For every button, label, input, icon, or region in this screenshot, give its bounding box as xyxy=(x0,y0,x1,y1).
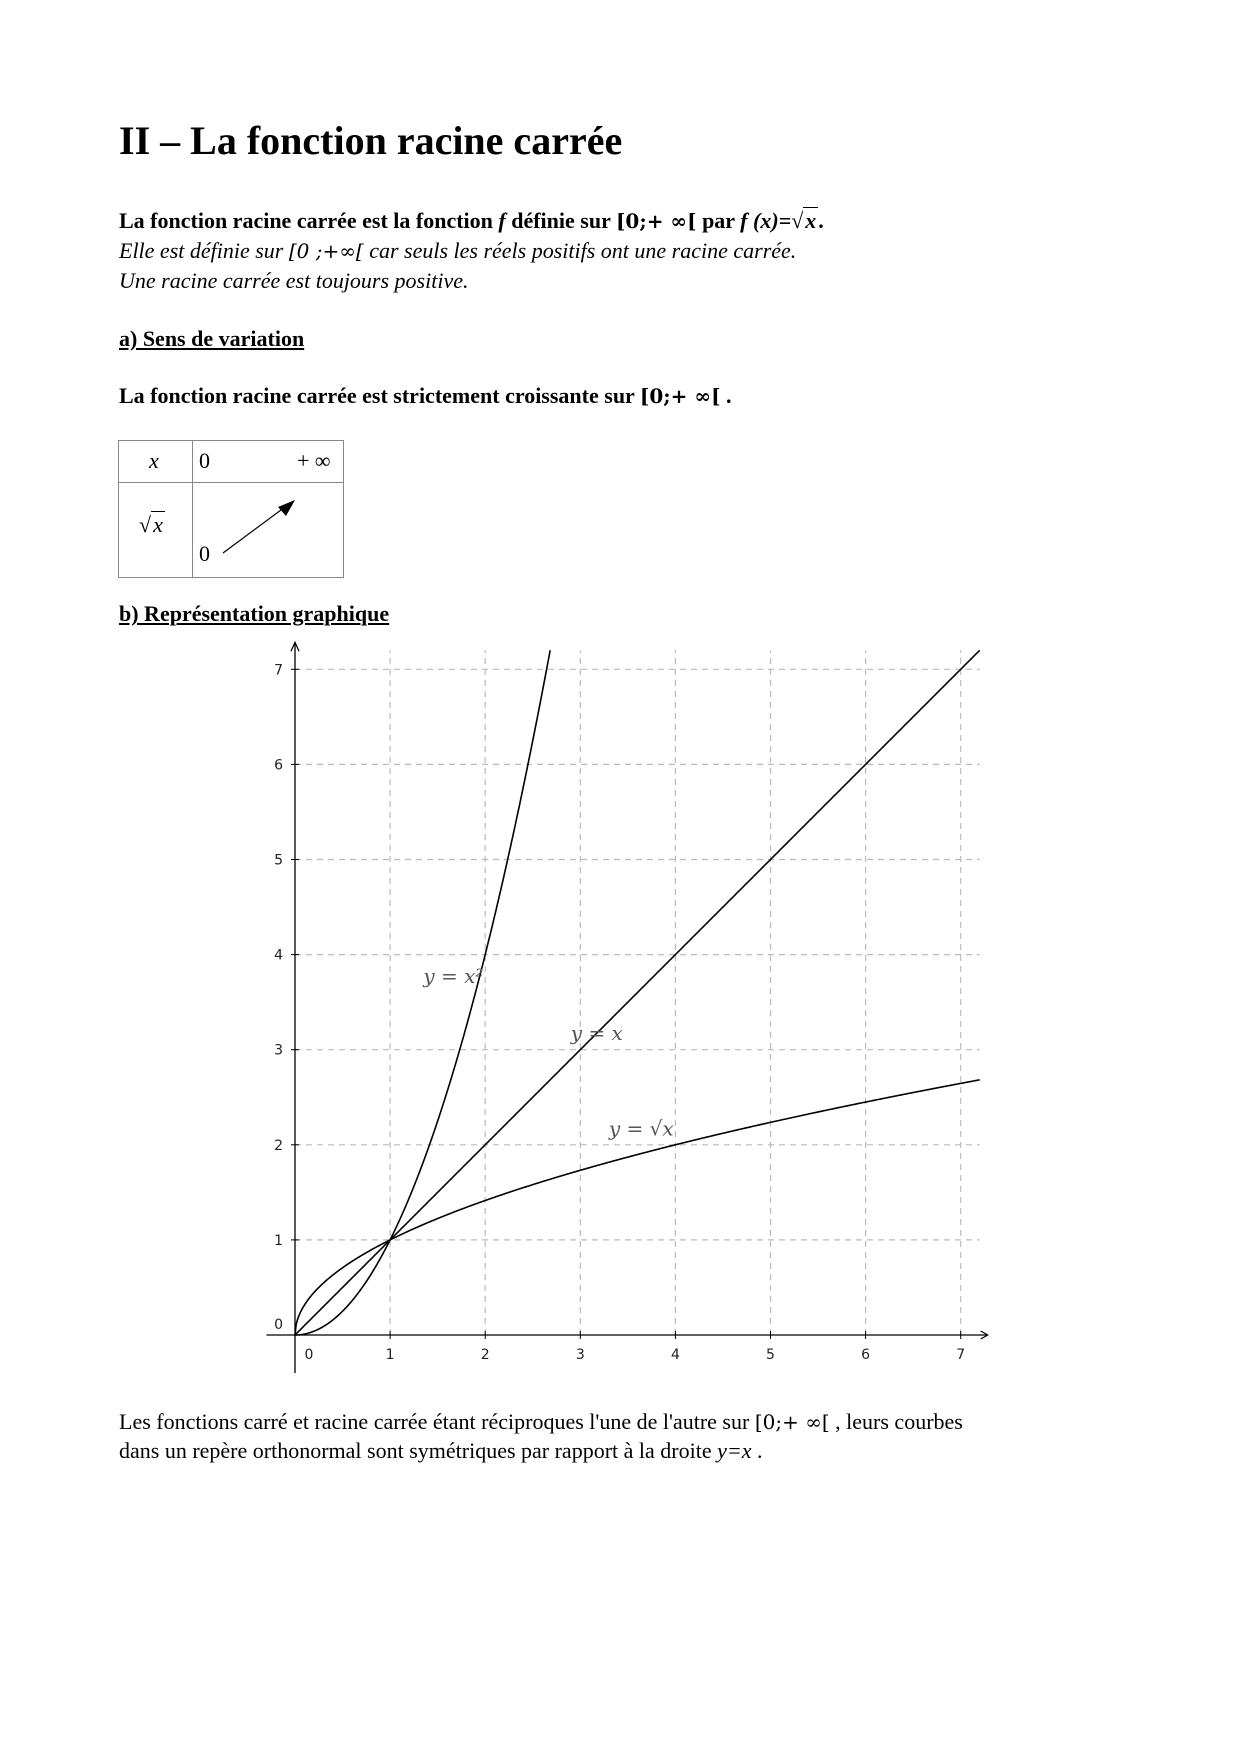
conclusion-interval: [0;+ ∞[ xyxy=(754,1410,830,1434)
conclusion-text-2: , leurs courbes xyxy=(829,1409,963,1434)
domain-note-interval: [0 ;+∞[ xyxy=(288,239,364,263)
y-tick-label: 5 xyxy=(274,852,283,869)
variation-x-label: x xyxy=(149,448,159,473)
section-a-interval: [0;+ ∞[ xyxy=(639,384,721,408)
y-tick-label: 3 xyxy=(274,1042,283,1059)
y-tick-label: 2 xyxy=(274,1137,283,1154)
curve-label-sqrt: y = √x xyxy=(608,1116,674,1141)
section-b-heading: b) Représentation graphique xyxy=(119,601,390,626)
y-tick-label: 6 xyxy=(274,757,283,774)
definition-interval: [0;+ ∞[ xyxy=(615,209,697,233)
definition-text-1: La fonction racine carrée est la fonction xyxy=(119,208,499,233)
x-tick-label: 0 xyxy=(304,1347,314,1363)
conclusion-end: . xyxy=(751,1438,763,1463)
definition-sqrt: √x xyxy=(791,208,817,233)
graph-curve-labels xyxy=(422,964,673,1140)
definition-sqrt-arg: x xyxy=(805,208,817,233)
conclusion-text-1: Les fonctions carré et racine carrée étant réciproques l'une de l'autre sur xyxy=(119,1409,755,1434)
definition-end: . xyxy=(818,208,824,233)
y-tick-label: 4 xyxy=(274,947,283,964)
variation-x-start: 0 xyxy=(199,448,210,473)
conclusion-line-1 xyxy=(119,1409,963,1435)
positive-note: Une racine carrée est toujours positive. xyxy=(119,268,469,293)
x-tick-label: 6 xyxy=(861,1347,871,1363)
conclusion-text-3: dans un repère orthonormal sont symétriques par rapport à la droite xyxy=(119,1438,718,1463)
x-tick-label: 7 xyxy=(956,1347,966,1363)
graph-curves xyxy=(295,650,980,1335)
domain-note-text-1: Elle est définie sur xyxy=(119,238,289,263)
curve-label-identity: y = x xyxy=(570,1021,623,1046)
definition-fx: f (x)= xyxy=(740,208,792,233)
section-a-end: . xyxy=(720,383,732,408)
graph-axes xyxy=(266,642,987,1373)
variation-x-end: + ∞ xyxy=(297,448,331,473)
definition-text-3: par xyxy=(696,208,741,233)
variation-f-arg: x xyxy=(153,512,163,537)
definition-f: f xyxy=(498,208,506,233)
page-title: II – La fonction racine carrée xyxy=(119,118,623,163)
section-a-heading: a) Sens de variation xyxy=(119,326,305,351)
curve-square xyxy=(295,650,550,1335)
curve-identity xyxy=(295,650,980,1335)
variation-f-sqrt: √x xyxy=(139,512,163,537)
variation-f-start: 0 xyxy=(199,541,210,566)
y-tick-label: 0 xyxy=(274,1317,283,1333)
conclusion-line-2 xyxy=(119,1438,762,1464)
x-tick-label: 2 xyxy=(480,1347,490,1363)
domain-note-text-2: car seuls les réels positifs ont une racine carrée. xyxy=(363,238,797,263)
y-tick-label: 1 xyxy=(274,1232,283,1249)
y-tick-label: 7 xyxy=(274,662,283,679)
curve-label-square: y = x² xyxy=(423,964,484,989)
definition-text-2: définie sur xyxy=(505,208,616,233)
section-a-statement-text: La fonction racine carrée est strictement croissante sur xyxy=(119,383,640,408)
x-tick-label: 4 xyxy=(670,1347,680,1363)
x-tick-label: 1 xyxy=(385,1347,395,1363)
x-tick-label: 3 xyxy=(575,1347,585,1363)
conclusion-eq: y=x xyxy=(717,1438,752,1463)
x-tick-label: 5 xyxy=(766,1347,775,1363)
